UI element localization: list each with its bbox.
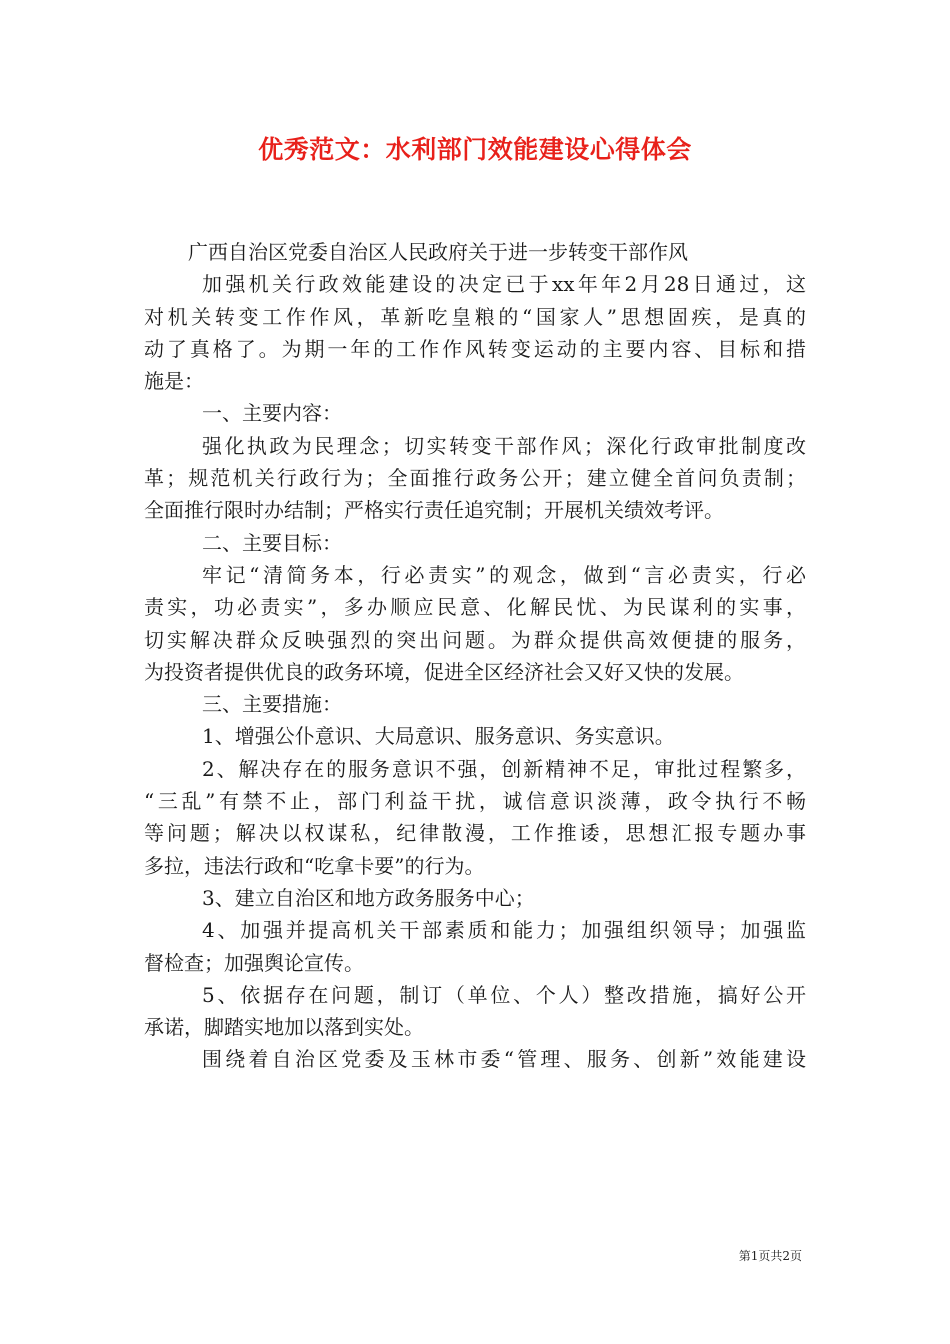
text-line: 牢记“清简务本，行必责实”的观念，做到“言必责实，行必 <box>202 562 806 587</box>
text-line: 为投资者提供优良的政务环境，促进全区经济社会又好又快的发展。 <box>144 659 744 684</box>
text-line: 责实，功必责实”，多办顺应民意、化解民忧、为民谋利的实事， <box>144 595 806 620</box>
text-line: 多拉，违法行政和“吃拿卡要”的行为。 <box>144 853 485 878</box>
section-heading: 一、主要内容： <box>202 401 342 426</box>
document-body <box>144 236 806 1076</box>
text-line: 动了真格了。为期一年的工作作风转变运动的主要内容、目标和措 <box>144 336 806 361</box>
document-title: 优秀范文：水利部门效能建设心得体会 <box>258 135 692 164</box>
text-line: 等问题；解决以权谋私，纪律散漫，工作推诿，思想汇报专题办事 <box>144 821 806 846</box>
text-line: 施是： <box>144 369 204 394</box>
text-line: 对机关转变工作作风，革新吃皇粮的“国家人”思想固疾，是真的 <box>144 304 806 329</box>
text-line: 全面推行限时办结制；严格实行责任追究制；开展机关绩效考评。 <box>144 498 724 523</box>
list-item: 1、增强公仆意识、大局意识、服务意识、务实意识。 <box>202 724 675 749</box>
text-line: “三乱”有禁不止，部门利益干扰，诚信意识淡薄，政令执行不畅 <box>144 789 806 814</box>
text-line: 革；规范机关行政行为；全面推行政务公开；建立健全首问负责制； <box>144 466 806 491</box>
list-item: 5、依据存在问题，制订（单位、个人）整改措施，搞好公开 <box>202 982 806 1007</box>
text-line: 围绕着自治区党委及玉林市委“管理、服务、创新”效能建设 <box>202 1047 806 1072</box>
list-item: 4、加强并提高机关干部素质和能力；加强组织领导；加强监 <box>202 918 806 943</box>
section-heading: 二、主要目标： <box>202 530 342 555</box>
text-line: 加强机关行政效能建设的决定已于xx年年2月28日通过，这 <box>202 272 806 297</box>
page-number: 第1页共2页 <box>738 1249 802 1263</box>
list-item: 3、建立自治区和地方政务服务中心； <box>202 885 535 910</box>
list-item: 2、解决存在的服务意识不强，创新精神不足，审批过程繁多， <box>202 756 806 781</box>
text-line: 承诺，脚踏实地加以落到实处。 <box>144 1015 424 1040</box>
text-line: 切实解决群众反映强烈的突出问题。为群众提供高效便捷的服务， <box>144 627 806 652</box>
text-line: 督检查；加强舆论宣传。 <box>144 950 364 975</box>
text-line: 广西自治区党委自治区人民政府关于进一步转变干部作风 <box>188 240 688 264</box>
text-line: 强化执政为民理念；切实转变干部作风；深化行政审批制度改 <box>202 433 806 458</box>
section-heading: 三、主要措施： <box>202 692 342 717</box>
